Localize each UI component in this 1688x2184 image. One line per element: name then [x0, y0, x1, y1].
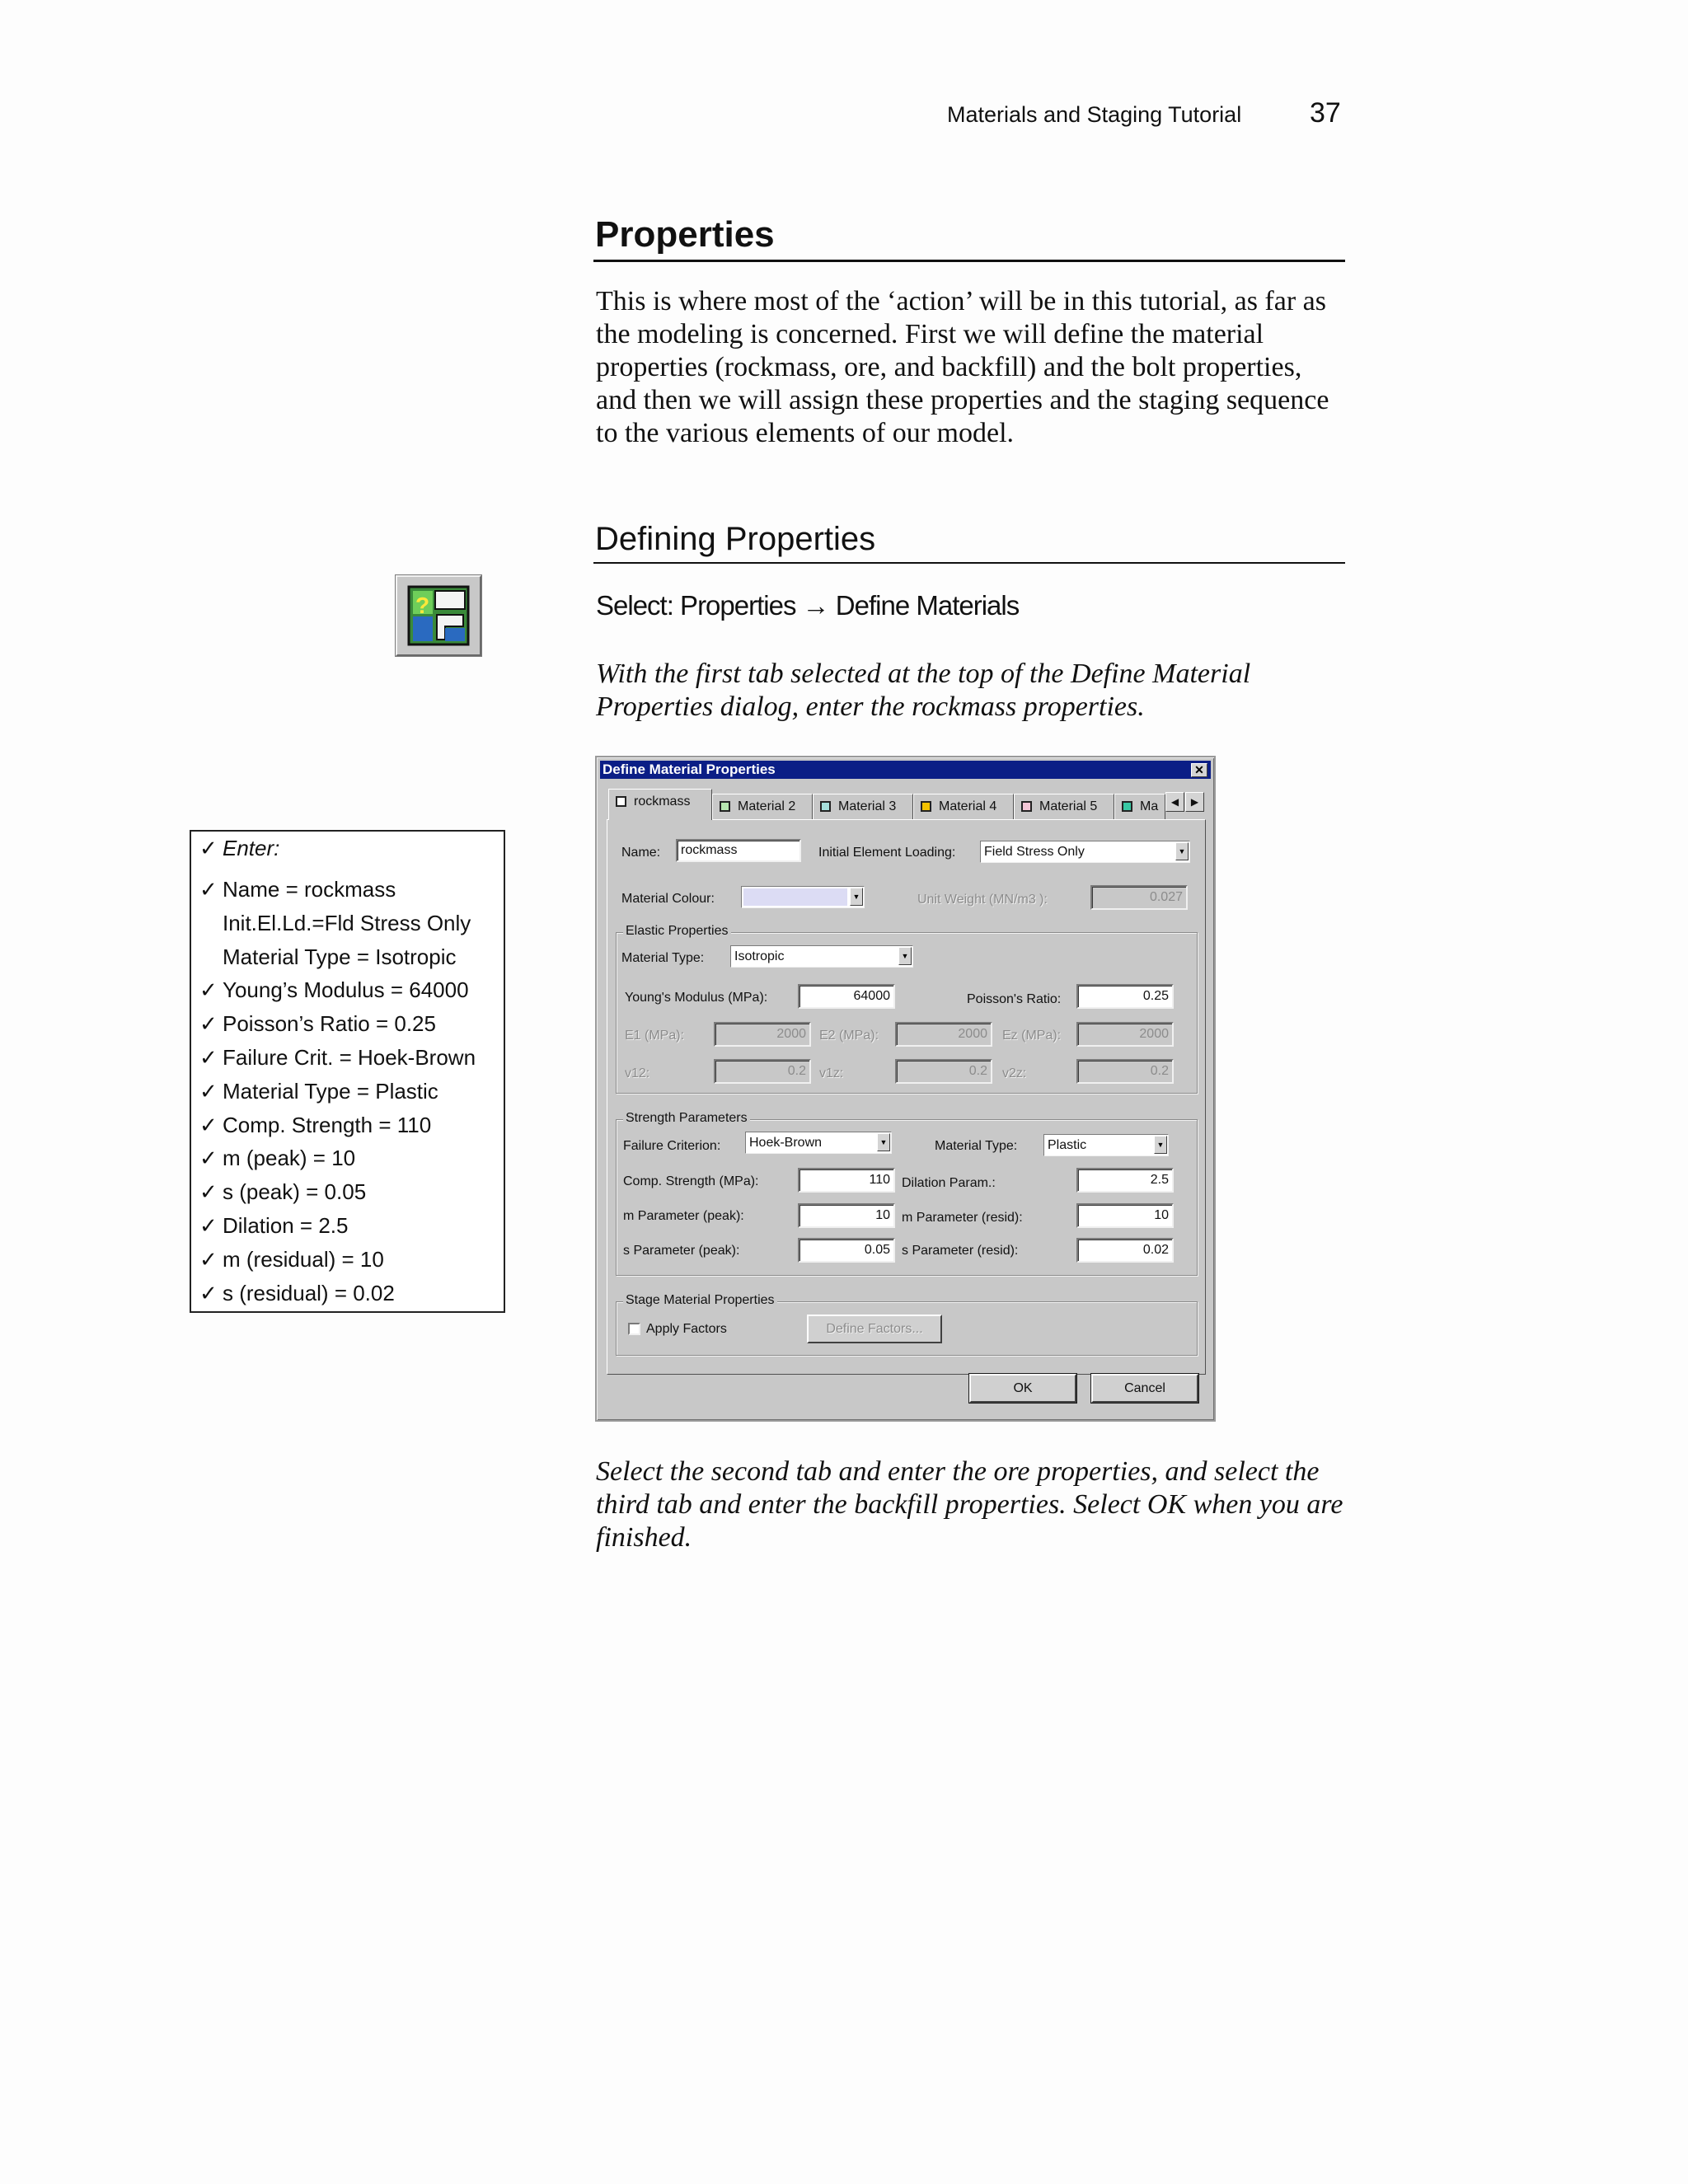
s-peak-input[interactable]: 0.05 — [798, 1238, 895, 1263]
v1z-input[interactable]: 0.2 — [895, 1059, 992, 1084]
tab-material-6[interactable]: Ma — [1114, 794, 1165, 819]
comp-strength-input[interactable]: 110 — [798, 1168, 895, 1193]
enter-item: ✓ m (peak) = 10 — [199, 1146, 356, 1170]
tab-color-swatch — [720, 801, 730, 812]
elastic-properties-group — [616, 924, 1198, 1094]
youngs-modulus-label: Young's Modulus (MPa): — [625, 991, 768, 1005]
tab-material-5[interactable]: Material 5 — [1014, 794, 1114, 819]
strength-material-type-select[interactable]: Plastic ▼ — [1043, 1134, 1169, 1156]
enter-item: ✓ Name = rockmass — [199, 877, 396, 902]
tab-rockmass[interactable]: rockmass — [608, 789, 712, 820]
tab-color-swatch — [1122, 801, 1132, 812]
dilation-input[interactable]: 2.5 — [1076, 1168, 1174, 1193]
elastic-material-type-label: Material Type: — [621, 951, 705, 965]
tab-panel — [607, 819, 1206, 1375]
m-resid-label: m Parameter (resid): — [902, 1211, 1023, 1225]
name-label: Name: — [621, 846, 661, 860]
stage-material-properties-title: Stage Material Properties — [623, 1293, 777, 1308]
strength-parameters-group — [616, 1111, 1198, 1276]
poissons-ratio-input[interactable]: 0.25 — [1076, 984, 1174, 1009]
tab-color-swatch — [921, 801, 931, 812]
e2-input[interactable]: 2000 — [895, 1022, 992, 1047]
define-material-properties-dialog — [595, 756, 1216, 1422]
enter-item: ✓ Poisson’s Ratio = 0.25 — [199, 1011, 436, 1036]
section-rule — [593, 260, 1345, 262]
define-factors-button[interactable]: Define Factors... — [807, 1315, 942, 1343]
enter-values-box — [190, 830, 505, 1313]
tab-scroll-left-icon[interactable]: ◀ — [1165, 792, 1184, 812]
dropdown-arrow-icon: ▼ — [877, 1133, 890, 1151]
section-heading: Properties — [595, 214, 775, 255]
enter-item: ✓ Failure Crit. = Hoek-Brown — [199, 1045, 476, 1070]
enter-item: ✓ Dilation = 2.5 — [199, 1213, 349, 1238]
m-resid-input[interactable]: 10 — [1076, 1203, 1174, 1228]
unit-weight-input[interactable]: 0.027 — [1090, 885, 1188, 910]
apply-factors-label: Apply Factors — [646, 1322, 727, 1336]
comp-strength-label: Comp. Strength (MPa): — [623, 1174, 759, 1188]
name-input[interactable]: rockmass — [676, 839, 801, 862]
ez-label: Ez (MPa): — [1002, 1029, 1062, 1043]
enter-item: ✓ s (residual) = 0.02 — [199, 1281, 395, 1305]
material-colour-label: Material Colour: — [621, 892, 715, 906]
youngs-modulus-input[interactable]: 64000 — [798, 984, 895, 1009]
enter-item: ✓ Young’s Modulus = 64000 — [199, 977, 469, 1002]
s-resid-input[interactable]: 0.02 — [1076, 1238, 1174, 1263]
cancel-button[interactable]: Cancel — [1091, 1374, 1198, 1403]
poissons-ratio-label: Poisson's Ratio: — [967, 992, 1062, 1006]
enter-item: ✓ Comp. Strength = 110 — [199, 1113, 432, 1137]
strength-material-type-label: Material Type: — [935, 1139, 1018, 1153]
enter-item: ✓ Material Type = Plastic — [199, 1079, 438, 1104]
instruction-paragraph-2: Select the second tab and enter the ore properties, and select the third tab and enter the backfill properties. Select OK when you are finished. — [596, 1456, 1343, 1553]
failure-criterion-label: Failure Criterion: — [623, 1139, 721, 1153]
v2z-label: v2z: — [1002, 1066, 1027, 1080]
elastic-properties-title: Elastic Properties — [623, 924, 731, 939]
tab-material-2[interactable]: Material 2 — [712, 794, 813, 819]
v2z-input[interactable]: 0.2 — [1076, 1059, 1174, 1084]
m-peak-input[interactable]: 10 — [798, 1203, 895, 1228]
tab-scroll-arrows — [1165, 792, 1205, 812]
dropdown-arrow-icon: ▼ — [850, 888, 863, 906]
apply-factors-checkbox[interactable] — [628, 1323, 640, 1335]
tab-material-4[interactable]: Material 4 — [913, 794, 1014, 819]
dialog-title: Define Material Properties — [603, 762, 776, 777]
v1z-label: v1z: — [819, 1066, 844, 1080]
material-colour-select[interactable] — [741, 886, 865, 908]
e1-input[interactable]: 2000 — [714, 1022, 811, 1047]
elastic-material-type-select[interactable]: Isotropic ▼ — [730, 945, 913, 968]
subsection-rule — [593, 562, 1345, 564]
dropdown-arrow-icon: ▼ — [1175, 842, 1189, 860]
e1-label: E1 (MPa): — [625, 1029, 685, 1043]
stage-material-properties-group — [616, 1293, 1198, 1356]
enter-item: ✓ m (residual) = 10 — [199, 1247, 384, 1272]
tab-material-3[interactable]: Material 3 — [813, 794, 913, 819]
s-peak-label: s Parameter (peak): — [623, 1244, 740, 1258]
initial-loading-select[interactable]: Field Stress Only ▼ — [980, 841, 1190, 863]
enter-item: Material Type = Isotropic — [223, 944, 457, 969]
s-resid-label: s Parameter (resid): — [902, 1244, 1019, 1258]
e2-label: E2 (MPa): — [819, 1029, 879, 1043]
enter-heading: ✓ Enter: — [199, 836, 280, 860]
strength-parameters-title: Strength Parameters — [623, 1111, 750, 1126]
close-button[interactable]: ✕ — [1191, 763, 1207, 777]
ok-button[interactable]: OK — [969, 1374, 1076, 1403]
failure-criterion-select[interactable]: Hoek-Brown ▼ — [745, 1132, 892, 1154]
initial-loading-label: Initial Element Loading: — [818, 846, 956, 860]
dropdown-arrow-icon: ▼ — [898, 947, 912, 965]
tab-color-swatch — [820, 801, 831, 812]
v12-input[interactable]: 0.2 — [714, 1059, 811, 1084]
colour-swatch — [743, 888, 847, 906]
instruction-paragraph-1: With the first tab selected at the top of the Define Material Properties dialog, enter the rockmass properties. — [596, 658, 1251, 722]
tab-scroll-right-icon[interactable]: ▶ — [1185, 792, 1204, 812]
select-instruction: Select: Properties → Define Materials — [596, 590, 1020, 621]
tab-color-swatch — [616, 796, 626, 807]
intro-paragraph: This is where most of the ‘action’ will be in this tutorial, as far as the modeling is concerned. First we will define the material properties (rockmass, ore, and backfill) and the bolt properties, and then we will assign these properties and the staging sequence to the various elements of our model. — [596, 286, 1329, 448]
running-header-title: Materials and Staging Tutorial — [947, 102, 1242, 127]
dropdown-arrow-icon: ▼ — [1154, 1136, 1167, 1154]
m-peak-label: m Parameter (peak): — [623, 1209, 744, 1223]
dialog-titlebar — [600, 761, 1211, 779]
svg-text:?: ? — [415, 593, 430, 618]
define-materials-icon — [396, 575, 481, 656]
unit-weight-label: Unit Weight (MN/m3 ): — [917, 893, 1048, 907]
tab-color-swatch — [1021, 801, 1032, 812]
subsection-heading: Defining Properties — [595, 521, 876, 557]
v12-label: v12: — [625, 1066, 650, 1080]
ez-input[interactable]: 2000 — [1076, 1022, 1174, 1047]
enter-item: Init.El.Ld.=Fld Stress Only — [223, 911, 471, 935]
page-number: 37 — [1310, 97, 1341, 129]
enter-item: ✓ s (peak) = 0.05 — [199, 1179, 367, 1204]
dilation-label: Dilation Param.: — [902, 1176, 996, 1190]
